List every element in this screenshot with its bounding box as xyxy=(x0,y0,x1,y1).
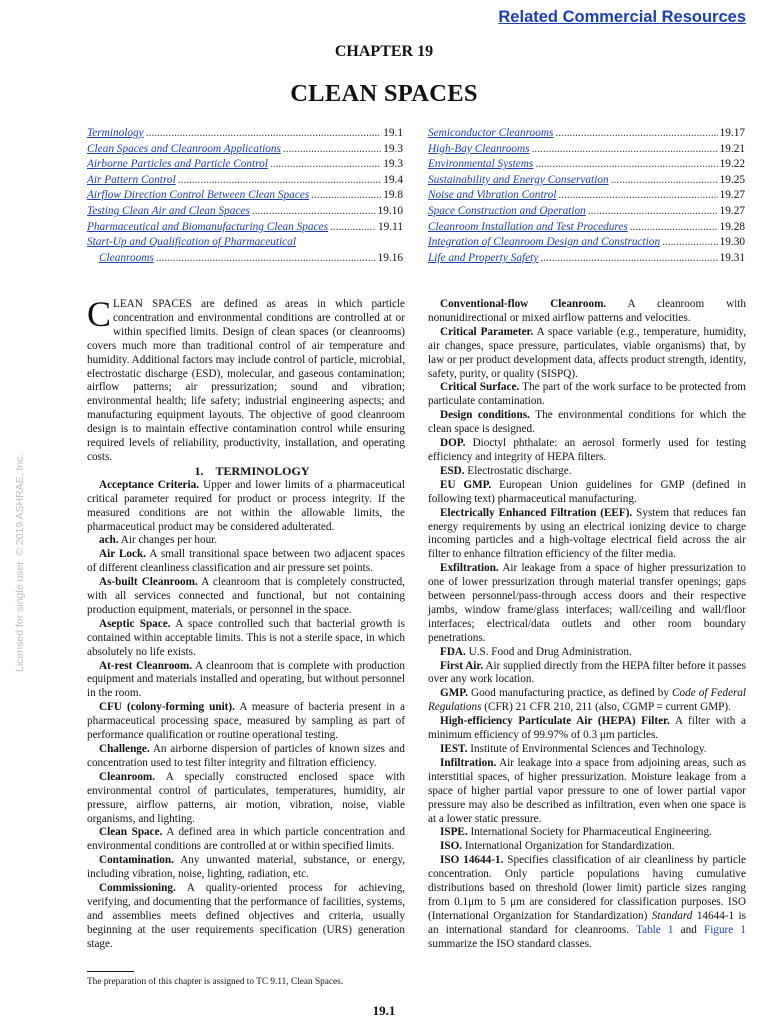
definition: Design conditions. The environmental conditions for which the clean space is designed. xyxy=(428,409,747,436)
toc-link[interactable]: Sustainability and Energy Conservation xyxy=(428,173,609,186)
term-name: ISPE. xyxy=(440,826,468,839)
toc-page: 19.3 xyxy=(383,142,403,155)
related-commercial-resources-link[interactable]: Related Commercial Resources xyxy=(498,8,746,26)
definition: First Air. Air supplied directly from the HEPA filter before it passes over any work location. xyxy=(428,659,746,686)
term-name: Cleanroom. xyxy=(99,770,156,783)
intro-paragraph: CLEAN SPACES are defined as areas in which particle concentration and environmental conditions are controlled at or within specified limits. Design of clean spaces (or cleanrooms) covers much more than traditional control of air temperature and humidity. Additional factors may include control of particle, microbial, electrostatic discharge (ESD), molecular, and gaseous contamination; airflow patterns; air pressurization; sound and vibration; environmental health; life safety; industrial engineering aspects; and manufacturing equipment layouts. The objective of good cleanroom design is to maintain effective contamination control while ensuring required levels of reliability, productivity, installation, and operating costs. xyxy=(87,294,405,463)
toc-link[interactable]: Space Construction and Operation xyxy=(428,204,586,217)
toc-page: 19.3 xyxy=(383,158,403,171)
definition: Acceptance Criteria. Upper and lower limits of a pharmaceutical critical parameter required for product or process integrity. If the measured conditions are not within the allowable limits, the pharmaceutical product may be considered adulterated. xyxy=(87,478,406,533)
term-name: Commissioning. xyxy=(99,882,176,895)
toc-link[interactable]: Pharmaceutical and Biomanufacturing Clean Spaces xyxy=(87,220,328,233)
toc-link[interactable]: Life and Property Safety xyxy=(428,251,539,264)
definition: CFU (colony-forming unit). A measure of bacteria present in a pharmaceutical processing space, measured by sampling as part of performance qualification or routine operational testing. xyxy=(87,701,405,742)
toc-page: 19.30 xyxy=(719,236,745,249)
term-name: Acceptance Criteria. xyxy=(99,478,200,491)
definition: Aseptic Space. A space controlled such that bacterial growth is contained within acceptable limits. This is not a sterile space, in which absolutely no life exists. xyxy=(87,617,405,658)
section-heading: 1. TERMINOLOGY xyxy=(194,463,310,478)
definition: At-rest Cleanroom. A cleanroom that is complete with production equipment and materials installed and operating, but without personnel in the room. xyxy=(87,659,405,700)
toc-page: 19.31 xyxy=(719,251,745,264)
toc-page: 19.8 xyxy=(383,189,403,202)
body-right-column xyxy=(428,298,746,952)
toc-link[interactable]: Integration of Cleanroom Design and Construction xyxy=(428,236,661,249)
page-number: 19.1 xyxy=(372,1003,396,1018)
toc-item[interactable] xyxy=(87,220,403,236)
toc-item[interactable] xyxy=(428,204,745,220)
toc-link[interactable]: High-Bay Cleanrooms xyxy=(428,142,530,155)
toc-left-column xyxy=(87,126,403,266)
toc-page: 19.27 xyxy=(719,189,745,202)
toc-item[interactable] xyxy=(87,173,403,189)
toc-item[interactable] xyxy=(428,157,745,173)
definition: Air Lock. A small transitional space between two adjacent spaces of different cleanliness classification and air pressure set points. xyxy=(87,548,405,575)
definition: Electrically Enhanced Filtration (EEF). System that reduces fan energy requirements by using an electrical ionizing device to charge incoming particles and a high-voltage electrical field across the air filter to enhance filtration efficiency of the filter media. xyxy=(428,506,746,561)
definition: ISO 14644-1. Specifies classification of air cleanliness by particle concentration. Only particle populations having cumulative distributions based on threshold (lower limit) particle sizes ranging from 0.1μm to 5 μm are considered for classification purposes. ISO (International Organization for Standardization) Standard 14644-1 is an international standard for cleanrooms. Table 1 and Figure 1 summarize the ISO standard classes. xyxy=(428,854,746,950)
definition: As-built Cleanroom. A cleanroom that is completely constructed, with all services connected and functional, but not containing production equipment, materials, or personnel in the space. xyxy=(87,576,405,616)
toc-item[interactable] xyxy=(428,142,745,158)
toc-item[interactable] xyxy=(428,173,745,189)
toc-item[interactable] xyxy=(428,188,745,204)
toc-page: 19.1 xyxy=(383,127,403,139)
definition: Commissioning. A quality-oriented process for achieving, verifying, and documenting that the performance of facilities, systems, and assemblies meets defined objectives and criteria, usually beginning at the user requirements specification (URS) generation stage. xyxy=(87,882,405,950)
toc-link[interactable]: Environmental Systems xyxy=(428,158,534,171)
term-name: GMP. xyxy=(440,687,468,700)
toc-link[interactable]: Terminology xyxy=(87,127,144,139)
body-left-column xyxy=(87,294,406,952)
toc-page: 19.4 xyxy=(383,173,403,186)
term-name: Clean Space. xyxy=(99,826,163,839)
toc-link[interactable]: Clean Spaces and Cleanroom Applications xyxy=(87,142,281,155)
term-name: First Air. xyxy=(440,659,484,672)
definition: Clean Space. A defined area in which particle concentration and environmental conditions are controlled at or within specified limits. xyxy=(87,826,405,853)
definition: Critical Surface. The part of the work surface to be protected from particulate contamination. xyxy=(428,381,746,408)
toc-link[interactable]: Cleanrooms xyxy=(99,251,154,264)
toc-page: 19.11 xyxy=(378,220,403,233)
term-name: Aseptic Space. xyxy=(99,617,171,630)
toc-page: 19.21 xyxy=(719,142,745,155)
definition: ESD. Electrostatic discharge. xyxy=(440,464,572,477)
toc-item[interactable] xyxy=(428,235,745,251)
term-name: Critical Surface. xyxy=(440,381,520,394)
toc-link[interactable]: Start-Up and Qualification of Pharmaceutical xyxy=(87,236,296,249)
figure-1-link[interactable]: Figure 1 xyxy=(704,923,746,936)
footnote: The preparation of this chapter is assigned to TC 9.11, Clean Spaces. xyxy=(87,977,344,987)
toc-page: 19.25 xyxy=(719,173,745,186)
toc-item[interactable] xyxy=(87,188,403,204)
toc-right-column xyxy=(428,126,745,266)
toc-item[interactable] xyxy=(428,126,745,142)
term-name: As-built Cleanroom. xyxy=(99,576,198,589)
drop-cap: C xyxy=(87,294,112,334)
table-1-link[interactable]: Table 1 xyxy=(636,923,674,936)
toc-page: 19.28 xyxy=(719,220,745,233)
definition: Exfiltration. Air leakage from a space of higher pressurization to one of lower pressurization through material transfer openings; gaps between personnel/pass-through access doors and their respective jambs, window frame/glass interfaces; wall/ceiling and wall/floor interfaces; electrical/data outlets and other room boundary penetrations. xyxy=(428,562,746,644)
term-name: Conventional-flow Cleanroom. xyxy=(440,298,607,310)
toc-link[interactable]: Airflow Direction Control Between Clean Spaces xyxy=(87,189,310,202)
definition: Cleanroom. A specially constructed enclosed space with environmental control of particulates, temperatures, humidity, air pressure, airflow patterns, air motion, vibration, noise, viable organisms, and lighting. xyxy=(87,770,405,825)
term-name: DOP. xyxy=(440,437,466,450)
definition: ISO. International Organization for Standardization. xyxy=(440,840,675,853)
footnote-rule xyxy=(87,971,134,972)
term-name: At-rest Cleanroom. xyxy=(99,659,192,672)
term-name: ach. xyxy=(99,534,119,547)
toc-item[interactable] xyxy=(428,251,745,267)
definition: EU GMP. European Union guidelines for GMP (defined in following text) pharmaceutical manufacturing. xyxy=(428,478,747,505)
term-name: EU GMP. xyxy=(440,478,492,491)
toc-item[interactable] xyxy=(87,157,403,173)
toc-link[interactable]: Noise and Vibration Control xyxy=(428,189,557,202)
definition: ach. Air changes per hour. xyxy=(99,534,218,547)
term-name: ESD. xyxy=(440,464,465,477)
toc-page: 19.17 xyxy=(719,127,745,139)
term-name: Challenge. xyxy=(99,743,150,755)
toc-item[interactable] xyxy=(87,235,403,251)
page-title: CLEAN SPACES xyxy=(290,80,478,107)
definition: FDA. U.S. Food and Drug Administration. xyxy=(440,645,632,658)
toc-item[interactable] xyxy=(428,220,745,236)
term-name: High-efficiency Particulate Air (HEPA) Filter. xyxy=(440,715,670,728)
toc-link[interactable]: Air Pattern Control xyxy=(87,173,176,186)
term-name: Critical Parameter. xyxy=(440,325,534,338)
toc-link[interactable]: Airborne Particles and Particle Control xyxy=(87,158,268,171)
term-name: Exfiltration. xyxy=(440,562,499,575)
term-name: Contamination. xyxy=(99,854,174,867)
toc-item[interactable] xyxy=(87,126,403,142)
toc-page: 19.10 xyxy=(377,204,403,217)
definition: Critical Parameter. A space variable (e.g., temperature, humidity, air changes, space pressure, particulates, viable organisms) that, by law or per product development data, affects product strength, identity, safety, purity, or quality (SISPQ). xyxy=(428,325,746,380)
definition: Contamination. Any unwanted material, substance, or energy, including vibration, noise, lighting, radiation, etc. xyxy=(87,854,405,881)
definition: Challenge. An airborne dispersion of particles of known sizes and concentration used to test filter integrity and filtration efficiency. xyxy=(87,743,405,769)
chapter-label: CHAPTER 19 xyxy=(334,43,434,60)
toc-item[interactable] xyxy=(87,142,403,158)
definition: Conventional-flow Cleanroom. A cleanroom with nonunidirectional or mixed airflow patterns and velocities. xyxy=(428,298,746,324)
toc-item[interactable] xyxy=(87,204,403,220)
definition: DOP. Dioctyl phthalate: an aerosol formerly used for testing efficiency and integrity of HEPA filters. xyxy=(428,437,746,463)
term-name: FDA. xyxy=(440,645,466,658)
toc-page: 19.27 xyxy=(719,204,745,217)
license-watermark: Licensed for single user. © 2019 ASHRAE, Inc. xyxy=(14,453,26,672)
term-name: IEST. xyxy=(440,743,468,755)
toc-item[interactable] xyxy=(87,251,403,267)
term-name: ISO 14644-1. xyxy=(440,854,504,867)
term-name: CFU (colony-forming unit). xyxy=(99,701,235,714)
toc-page: 19.16 xyxy=(377,251,403,264)
term-name: Design conditions. xyxy=(440,409,530,422)
definition: Infiltration. Air leakage into a space from adjoining areas, such as interstitial spaces, of higher pressurization. Moisture leakage from a space of higher partial vapor pressure to one of lower partial vapor pressure may also be described as infiltration, even when one space is at a lower static pressure. xyxy=(428,756,746,825)
term-name: ISO. xyxy=(440,840,463,853)
toc-link[interactable]: Cleanroom Installation and Test Procedures xyxy=(428,220,628,233)
definition: ISPE. International Society for Pharmaceutical Engineering. xyxy=(440,826,712,839)
definition: GMP. Good manufacturing practice, as defined by Code of Federal Regulations (CFR) 21 CFR 210, 211 (also, CGMP = current GMP). xyxy=(428,687,747,714)
definition: IEST. Institute of Environmental Sciences and Technology. xyxy=(440,743,707,755)
term-name: Air Lock. xyxy=(99,548,147,561)
toc-page: 19.22 xyxy=(719,158,745,171)
toc-link[interactable]: Testing Clean Air and Clean Spaces xyxy=(87,204,250,217)
term-name: Electrically Enhanced Filtration (EEF). xyxy=(440,506,633,519)
definition: High-efficiency Particulate Air (HEPA) Filter. A filter with a minimum efficiency of 99.97% of 0.3 μm particles. xyxy=(428,715,746,742)
toc-link[interactable]: Semiconductor Cleanrooms xyxy=(428,127,554,139)
term-name: Infiltration. xyxy=(440,756,497,769)
